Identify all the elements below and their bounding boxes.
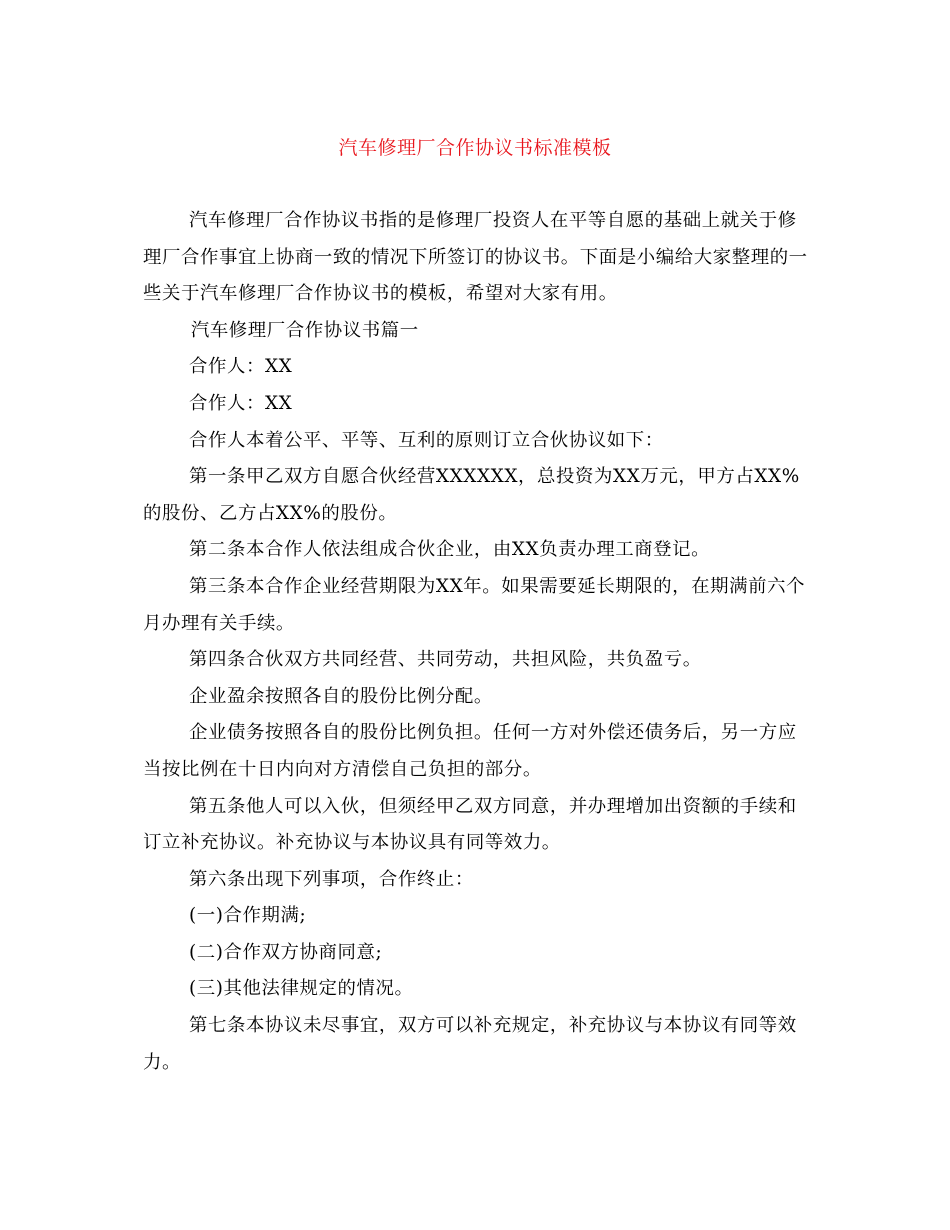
- article-6: 第六条出现下列事项，合作终止：: [189, 868, 474, 890]
- list-item: (一)合作期满;: [189, 905, 307, 927]
- preamble-paragraph: 合作人本着公平、平等、互利的原则订立合伙协议如下：: [189, 429, 664, 451]
- intro-paragraph: 汽车修理厂合作协议书指的是修理厂投资人在平等自愿的基础上就关于修理厂合作事宜上协商一致的情况下所签订的协议书。下面是小编给大家整理的一些关于汽车修理厂合作协议书的模板，希望对大家有用。: [143, 210, 808, 305]
- article-2: 第二条本合作人依法组成合伙企业，由XX负责办理工商登记。: [189, 539, 711, 561]
- section-heading: 汽车修理厂合作协议书篇一: [190, 319, 419, 341]
- debt-paragraph: 企业债务按照各自的股份比例负担。任何一方对外偿还债务后，另一方应当按比例在十日内向对方清偿自己负担的部分。: [143, 722, 797, 780]
- article-5: 第五条他人可以入伙，但须经甲乙双方同意，并办理增加出资额的手续和订立补充协议。补充协议与本协议具有同等效力。: [143, 795, 797, 854]
- list-item: (三)其他法律规定的情况。: [189, 978, 414, 1000]
- document-title: 汽车修理厂合作协议书标准模板: [338, 137, 612, 159]
- article-4: 第四条合伙双方共同经营、共同劳动，共担风险，共负盈亏。: [189, 649, 702, 671]
- article-3: 第三条本合作企业经营期限为XX年。如果需要延长期限的，在期满前六个月办理有关手续。: [143, 575, 806, 634]
- article-7: 第七条本协议未尽事宜，双方可以补充规定，补充协议与本协议有同等效力。: [143, 1015, 797, 1073]
- article-1: 第一条甲乙双方自愿合伙经营XXXXXX，总投资为XX万元，甲方占XX%的股份、乙方占XX%的股份。: [143, 466, 800, 524]
- party-line: 合作人：XX: [189, 356, 293, 378]
- party-line: 合作人：XX: [189, 392, 293, 414]
- profit-paragraph: 企业盈余按照各自的股份比例分配。: [189, 685, 493, 707]
- document-body: [143, 203, 811, 1081]
- list-item: (二)合作双方协商同意;: [189, 941, 383, 963]
